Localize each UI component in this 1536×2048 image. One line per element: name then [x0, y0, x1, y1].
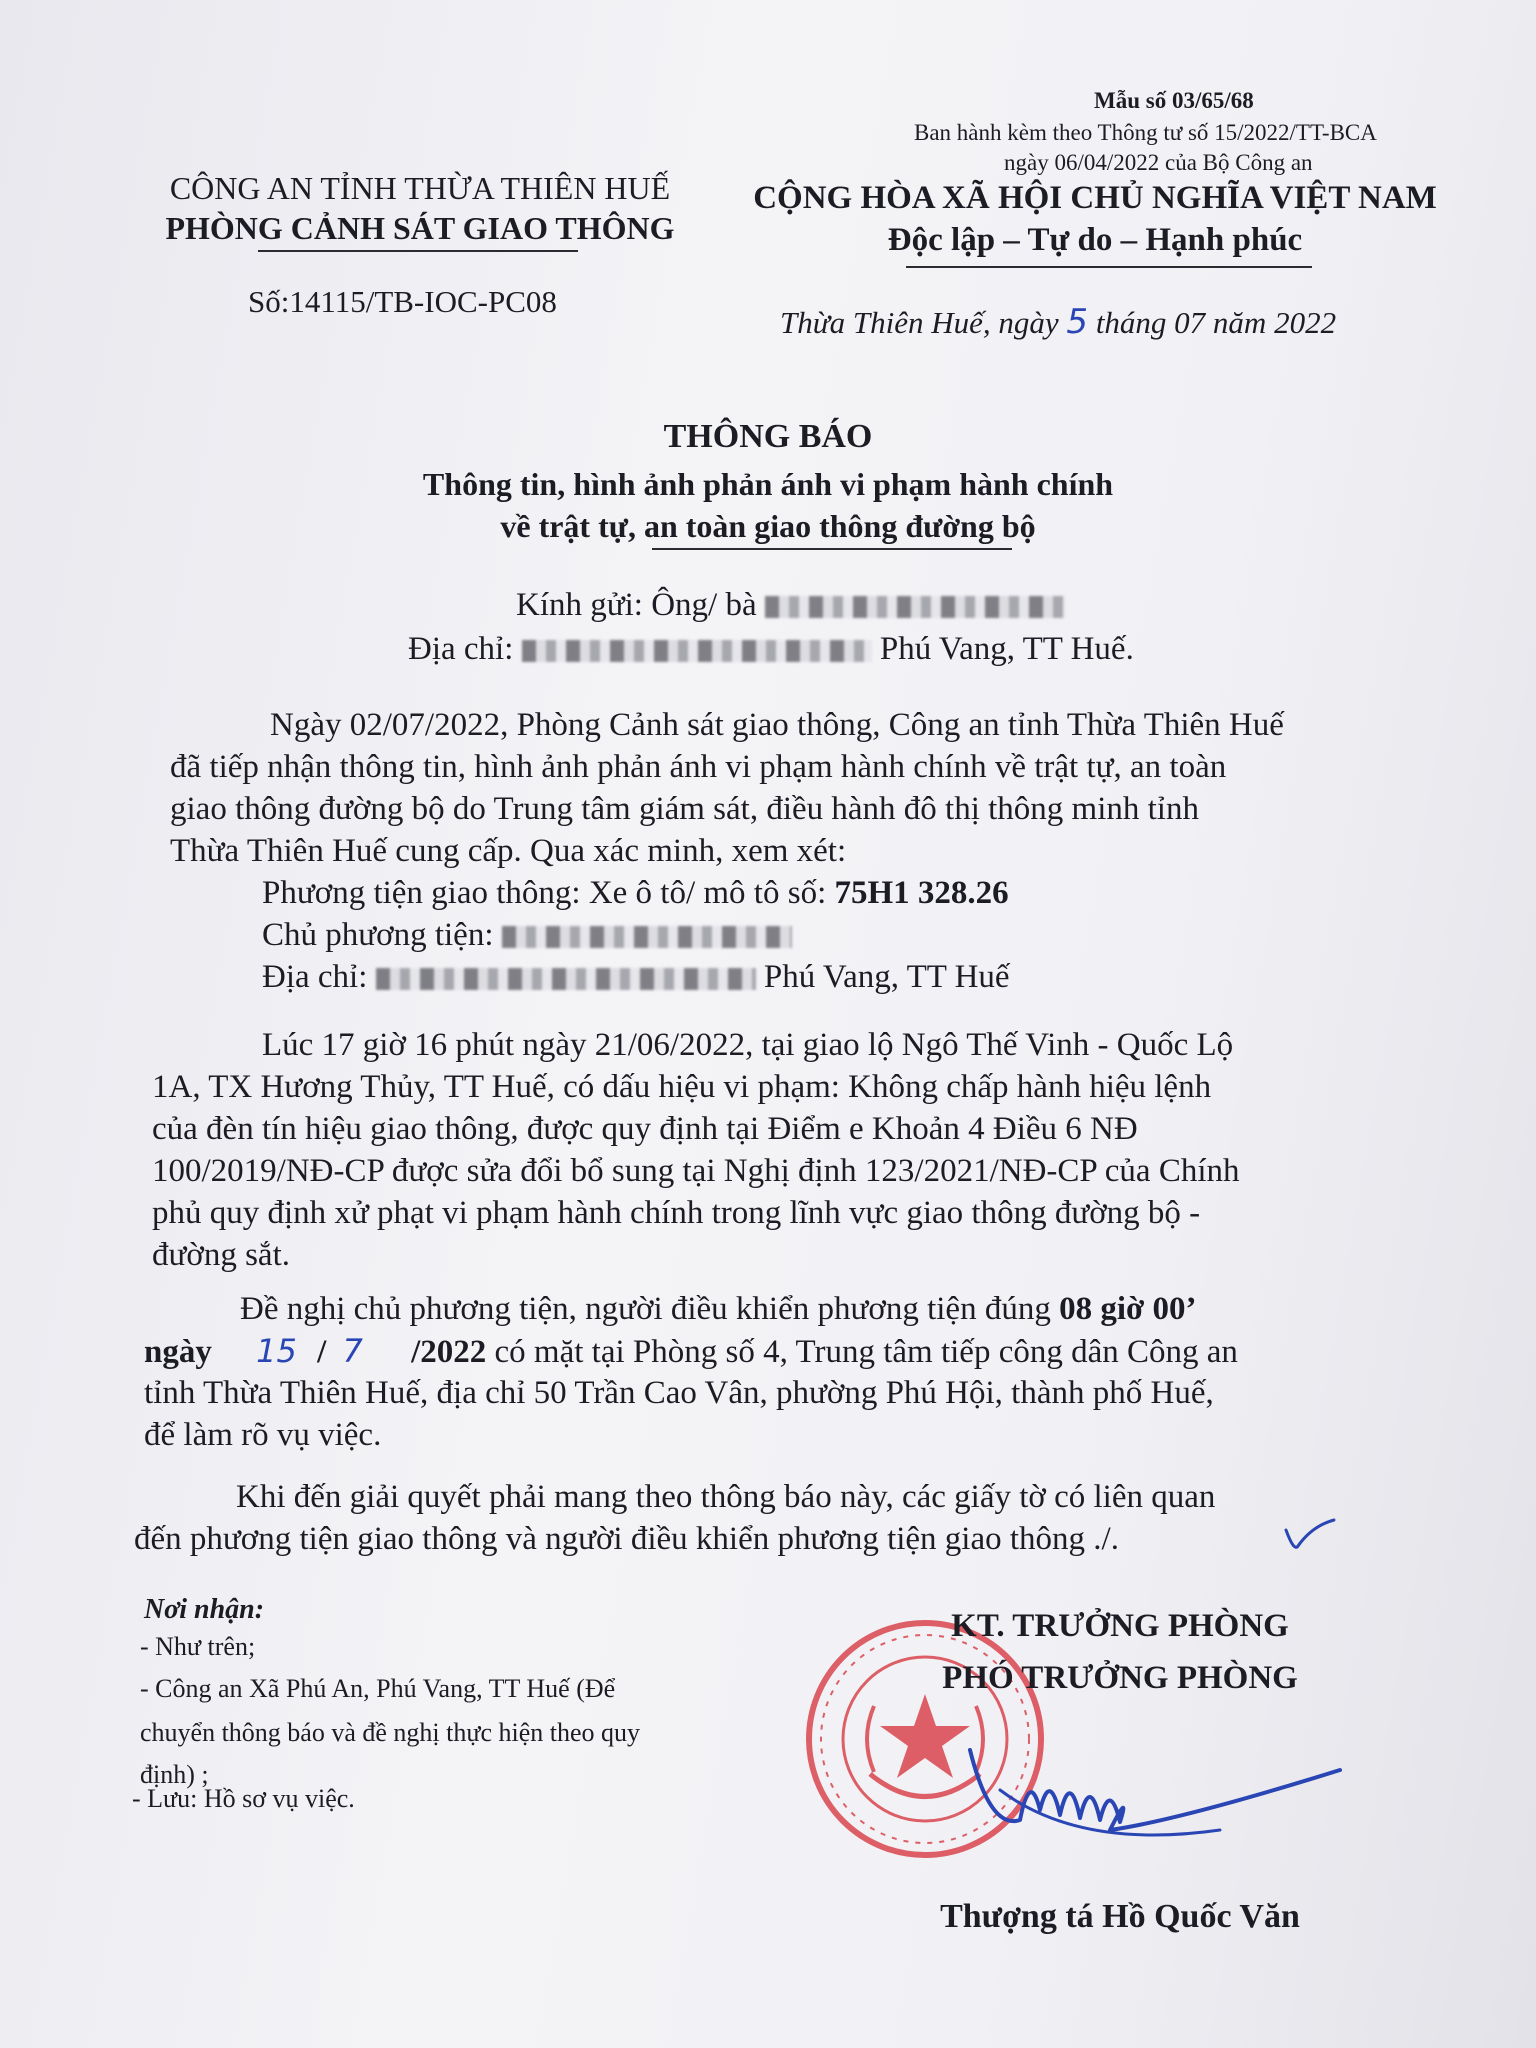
p3-text-a: Đề nghị chủ phương tiện, người điều khiển phương tiện đúng [240, 1291, 1051, 1327]
recipient-item: - Như trên; [140, 1632, 256, 1661]
p3-line-3: tỉnh Thừa Thiên Huế, địa chỉ 50 Trần Cao Vân, phường Phú Hội, thành phố Huế, [144, 1375, 1214, 1411]
vehicle-line [262, 872, 1009, 914]
recipient-item: - Công an Xã Phú An, Phú Vang, TT Huế (Để [140, 1674, 616, 1703]
agency-name: PHÒNG CẢNH SÁT GIAO THÔNG [165, 210, 675, 246]
owner-label: Chủ phương tiện: [262, 917, 494, 953]
p3-location: có mặt tại Phòng số 4, Trung tâm tiếp công dân Công an [494, 1334, 1238, 1370]
agency-underline [258, 250, 578, 252]
p1-line-2: đã tiếp nhận thông tin, hình ảnh phản ánh vi phạm hành chính về trật tự, an toàn [170, 749, 1227, 785]
notice-title: THÔNG BÁO [663, 418, 873, 455]
form-issued-date: ngày 06/04/2022 của Bộ Công an [1004, 150, 1313, 175]
p2-line-5: phủ quy định xử phạt vi phạm hành chính trong lĩnh vực giao thông đường bộ - [152, 1195, 1201, 1231]
notice-subtitle-2: về trật tự, an toàn giao thông đường bộ [500, 508, 1036, 544]
p2-line-2: 1A, TX Hương Thủy, TT Huế, có dấu hiệu vi phạm: Không chấp hành hiệu lệnh [152, 1069, 1212, 1105]
salutation-text: Kính gửi: Ông/ bà [516, 587, 757, 623]
p2-line-4: 100/2019/NĐ-CP được sửa đổi bổ sung tại Nghị định 123/2021/NĐ-CP của Chính [152, 1153, 1240, 1189]
signature-title-1: KT. TRƯỞNG PHÒNG [951, 1608, 1289, 1644]
recipient-item: chuyển thông báo và đề nghị thực hiện theo quy [140, 1718, 641, 1747]
form-issued-with: Ban hành kèm theo Thông tư số 15/2022/TT-BCA [914, 120, 1377, 145]
handwritten-signature [960, 1730, 1360, 1860]
signature-title-2: PHÓ TRƯỞNG PHÒNG [942, 1660, 1298, 1696]
recipient-item: - Lưu: Hồ sơ vụ việc. [132, 1784, 355, 1813]
agency-parent: CÔNG AN TỈNH THỪA THIÊN HUẾ [169, 170, 671, 206]
p1-line-4: Thừa Thiên Huế cung cấp. Qua xác minh, xem xét: [170, 833, 847, 869]
vehicle-plate: 75H1 328.26 [834, 875, 1009, 911]
owner-address-line [262, 956, 1010, 998]
redacted-address [522, 640, 872, 662]
title-underline [652, 548, 1012, 550]
date-suffix: tháng 07 năm 2022 [1095, 305, 1337, 340]
motto-underline [906, 266, 1312, 268]
p3-line-1 [240, 1288, 1197, 1330]
document-number: Số:14115/TB-IOC-PC08 [248, 284, 557, 319]
p3-appointment-time: 08 giờ 00’ [1059, 1291, 1197, 1327]
recipient-address [408, 628, 1134, 670]
recipients-title: Nơi nhận: [144, 1594, 265, 1625]
nation-motto: Độc lập – Tự do – Hạnh phúc [887, 222, 1303, 258]
appointment-day-handwritten: 15 [256, 1332, 297, 1370]
nation-name: CỘNG HÒA XÃ HỘI CHỦ NGHĨA VIỆT NAM [753, 180, 1437, 216]
appointment-month-handwritten: 7 [342, 1332, 363, 1370]
signer-name: Thượng tá Hồ Quốc Văn [940, 1898, 1300, 1935]
p3-line-2 [144, 1330, 1238, 1373]
address-label: Địa chỉ: [408, 631, 514, 667]
p2-line-3: của đèn tín hiệu giao thông, được quy định tại Điểm e Khoản 4 Điều 6 NĐ [152, 1111, 1138, 1147]
notice-subtitle-1: Thông tin, hình ảnh phản ánh vi phạm hành chính [422, 466, 1114, 502]
recipient-item: định) ; [140, 1760, 209, 1789]
p4-line-1: Khi đến giải quyết phải mang theo thông báo này, các giấy tờ có liên quan [236, 1479, 1216, 1515]
redacted-owner [502, 926, 792, 948]
p3-slash: / [317, 1334, 327, 1370]
p4-line-2: đến phương tiện giao thông và người điều khiển phương tiện giao thông ./. [134, 1521, 1119, 1557]
owner-address-label: Địa chỉ: [262, 959, 368, 995]
check-mark-icon [1282, 1516, 1342, 1556]
p3-day-label: ngày [144, 1334, 212, 1370]
form-code: Mẫu số 03/65/68 [1094, 88, 1254, 113]
redacted-name [765, 596, 1065, 618]
redacted-owner-address [376, 968, 756, 990]
address-tail: Phú Vang, TT Huế. [879, 631, 1134, 667]
p3-line-4: để làm rõ vụ việc. [144, 1417, 382, 1453]
document-date [780, 302, 1336, 342]
p3-year: /2022 [411, 1334, 487, 1370]
date-prefix: Thừa Thiên Huế, ngày [780, 305, 1059, 340]
p1-line-1: Ngày 02/07/2022, Phòng Cảnh sát giao thông, Công an tỉnh Thừa Thiên Huế [270, 707, 1284, 743]
recipient-salutation [516, 584, 1065, 626]
p2-line-6: đường sắt. [152, 1237, 290, 1273]
p1-line-3: giao thông đường bộ do Trung tâm giám sát, điều hành đô thị thông minh tỉnh [170, 791, 1199, 827]
owner-address-tail: Phú Vang, TT Huế [763, 959, 1010, 995]
owner-line [262, 914, 792, 956]
date-day-handwritten: 5 [1066, 302, 1089, 342]
vehicle-label: Phương tiện giao thông: Xe ô tô/ mô tô số: [262, 875, 827, 911]
p2-line-1: Lúc 17 giờ 16 phút ngày 21/06/2022, tại giao lộ Ngô Thế Vinh - Quốc Lộ [262, 1027, 1234, 1063]
